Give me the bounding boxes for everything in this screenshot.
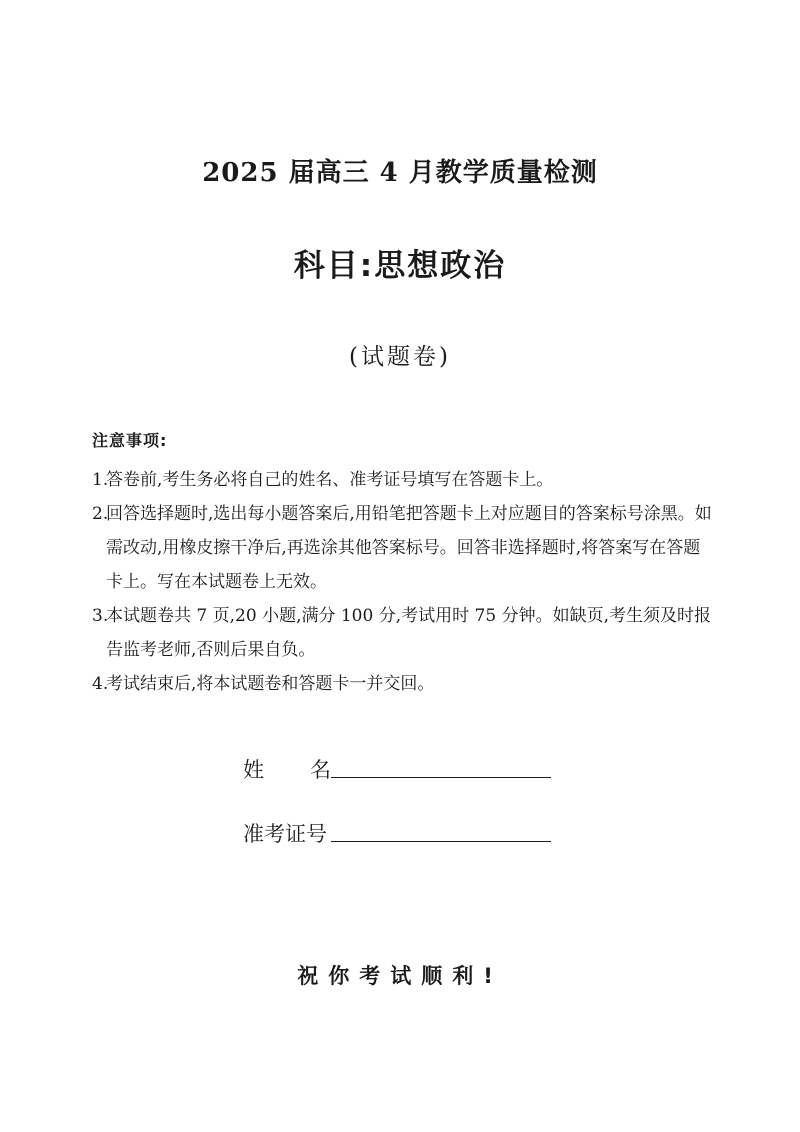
name-field-row [243,750,563,784]
name-label-char: 名 [310,758,331,782]
exam-id-input-line[interactable] [331,817,551,842]
instruction-text: 本试题卷共 7 页,20 小题,满分 100 分,考试用时 75 分钟。如缺页,考生须及时报告监考老师,否则后果自负。 [106,606,711,660]
exam-id-field-label: 准考证号 [243,822,327,846]
instruction-item [92,667,712,701]
instruction-number: 1. [92,470,109,490]
instructions-section [92,428,712,701]
exam-id-field-row [243,814,563,848]
name-label-char: 姓 [243,758,264,782]
exam-title: 2025 届高三 4 月教学质量检测 [202,158,598,188]
instruction-item [92,599,712,667]
subject-title: 科目:思想政治 [293,248,507,284]
instruction-number: 2. [92,504,109,524]
good-luck-message: 祝你考试顺利! [297,964,503,988]
instruction-number: 3. [92,606,109,626]
instruction-text: 答卷前,考生务必将自己的姓名、准考证号填写在答题卡上。 [106,470,554,490]
name-field-label [243,754,331,784]
instruction-text: 回答选择题时,选出每小题答案后,用铅笔把答题卡上对应题目的答案标号涂黑。如需改动,用橡皮擦干净后,再选涂其他答案标号。回答非选择题时,将答案写在答题卡上。写在本试题卷上无效。 [106,504,712,592]
paper-type-label: (试题卷) [349,344,451,370]
name-input-line[interactable] [331,753,551,778]
instructions-heading: 注意事项: [92,431,168,450]
instruction-item [92,463,712,497]
instruction-text: 考试结束后,将本试题卷和答题卡一并交回。 [106,674,435,694]
candidate-info-fields [243,750,563,878]
instruction-item [92,497,712,599]
instruction-number: 4. [92,674,109,694]
